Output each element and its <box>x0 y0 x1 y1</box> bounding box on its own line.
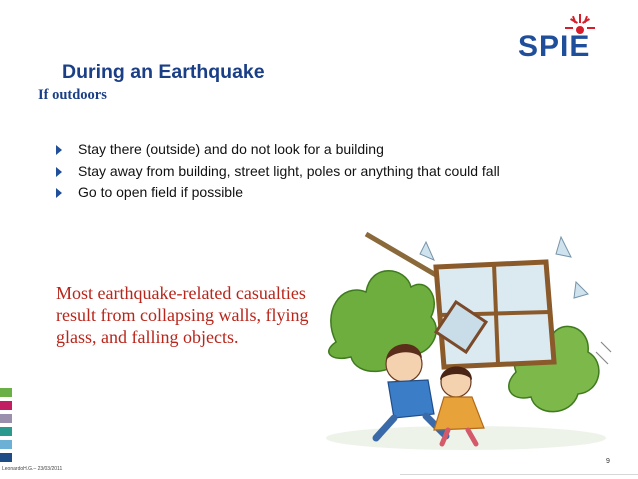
color-stripes <box>0 388 12 466</box>
earthquake-illustration <box>316 202 616 452</box>
bullet-text: Go to open field if possible <box>78 184 243 200</box>
bullet-item <box>56 184 556 202</box>
bullet-list <box>56 141 556 206</box>
casualties-note: Most earthquake-related casualties result from collapsing walls, flying glass, and falling objects. <box>56 283 309 347</box>
footer-author-date: LeonardoH.G.– 23/03/2011 <box>2 466 63 472</box>
stripe-green <box>0 388 12 397</box>
stripe-magenta <box>0 401 12 410</box>
bullet-item <box>56 141 556 159</box>
stripe-navy <box>0 453 12 462</box>
bullet-text: Stay away from building, street light, poles or anything that could fall <box>78 162 500 179</box>
bullet-text: Stay there (outside) and do not look for a building <box>78 141 384 157</box>
footer-divider <box>400 474 638 475</box>
slide-subtitle: If outdoors <box>38 87 107 103</box>
slide-title: During an Earthquake <box>62 61 265 83</box>
bullet-marker-icon <box>56 167 62 177</box>
logo-text: SPIE <box>518 30 591 63</box>
stripe-teal <box>0 427 12 436</box>
spie-logo <box>518 8 618 66</box>
bullet-marker-icon <box>56 145 62 155</box>
bullet-marker-icon <box>56 188 62 198</box>
bullet-item <box>56 163 556 181</box>
page-number: 9 <box>606 458 610 465</box>
stripe-lavender <box>0 414 12 423</box>
stripe-light-blue <box>0 440 12 449</box>
